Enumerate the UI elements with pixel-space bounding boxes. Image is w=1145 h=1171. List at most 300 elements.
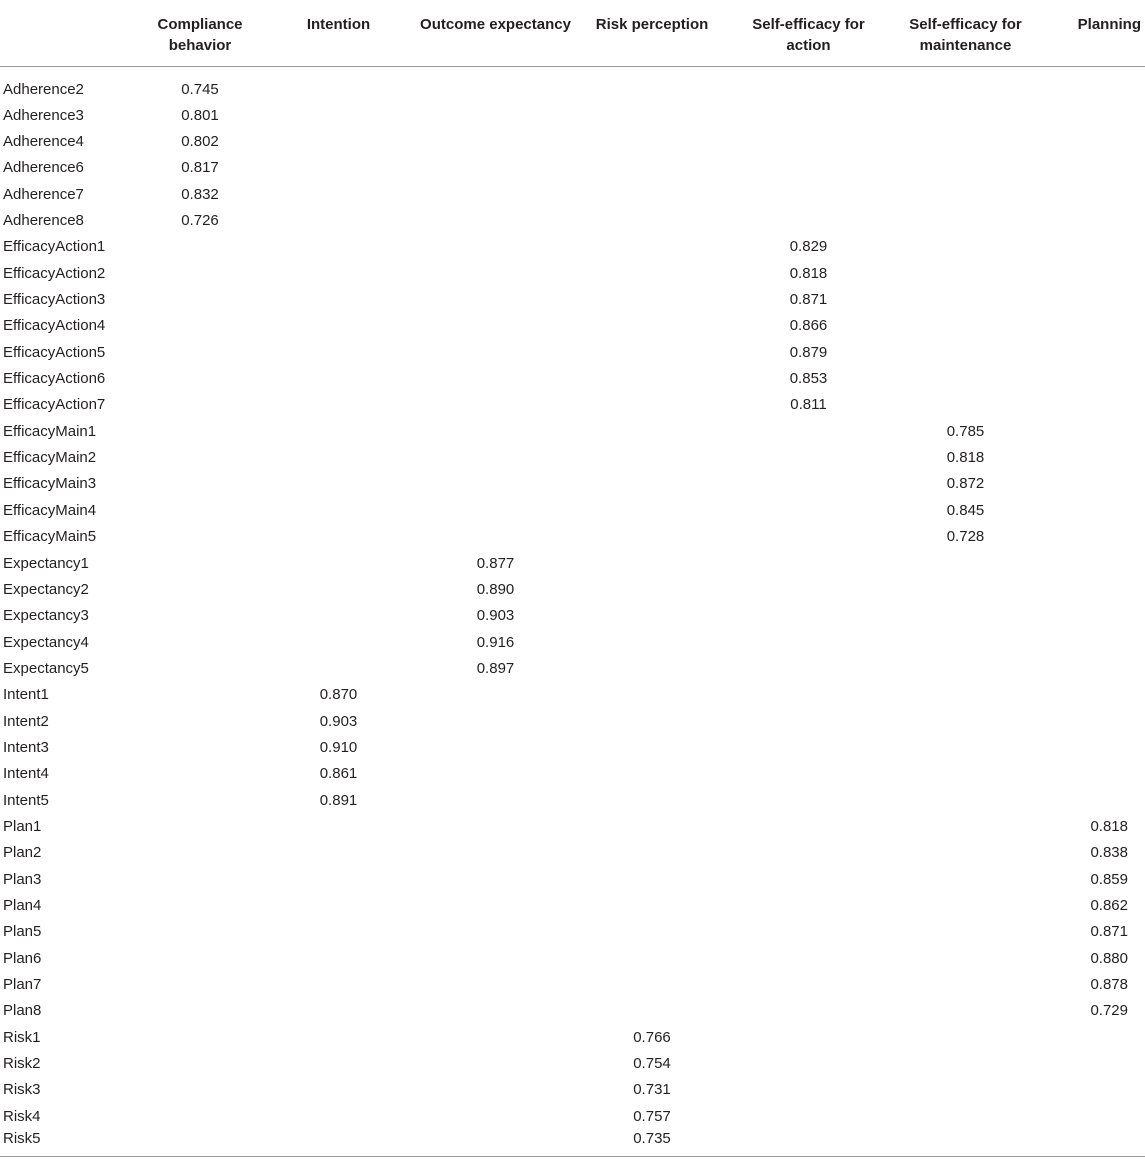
loading-cell: 0.859 — [1090, 870, 1128, 888]
row-item-label: Risk1 — [3, 1028, 41, 1046]
loading-cell — [140, 340, 260, 366]
table-row — [0, 840, 1145, 866]
loading-cell — [260, 498, 417, 524]
loading-cell — [574, 498, 730, 524]
table-row — [0, 261, 1145, 287]
loading-cell — [887, 1130, 1044, 1157]
loading-cell — [574, 840, 730, 866]
loading-cell — [260, 261, 417, 287]
loading-cell: 0.818 — [1090, 817, 1128, 835]
loading-cell: 0.818 — [789, 264, 828, 282]
loading-cell: 0.903 — [319, 712, 358, 730]
loading-cell — [1044, 682, 1145, 708]
loading-cell — [574, 787, 730, 813]
loading-cell — [887, 208, 1044, 234]
loading-cell — [1044, 498, 1145, 524]
loading-cell: 0.853 — [789, 370, 828, 388]
loading-cell — [574, 445, 730, 471]
table-row — [0, 946, 1145, 972]
loading-cell — [730, 972, 887, 998]
table-row — [0, 234, 1145, 260]
loading-cell — [417, 234, 574, 260]
loading-cell — [140, 1025, 260, 1051]
loading-cell: 0.785 — [946, 422, 985, 440]
row-item-label: Adherence7 — [3, 185, 84, 203]
loading-cell — [417, 419, 574, 445]
loading-cell — [574, 103, 730, 129]
loading-cell — [730, 946, 887, 972]
loading-cell — [417, 1025, 574, 1051]
loading-cell — [730, 208, 887, 234]
loading-cell — [417, 1130, 574, 1157]
loading-cell — [574, 814, 730, 840]
loading-cell — [1044, 708, 1145, 734]
loading-cell — [1044, 761, 1145, 787]
loading-cell — [260, 656, 417, 682]
loading-cell — [574, 708, 730, 734]
loading-cell — [417, 366, 574, 392]
loading-cell — [730, 761, 887, 787]
loading-cell — [140, 1104, 260, 1130]
loading-cell — [574, 656, 730, 682]
loading-cell — [260, 155, 417, 181]
table-row — [0, 998, 1145, 1024]
table-row — [0, 392, 1145, 418]
row-item-label: Expectancy2 — [3, 580, 89, 598]
table-row — [0, 66, 1145, 103]
loading-cell — [140, 972, 260, 998]
loading-cell — [1044, 208, 1145, 234]
loading-cell — [1044, 524, 1145, 550]
table-row — [0, 1104, 1145, 1130]
row-item-label: Intent4 — [3, 765, 49, 783]
loading-cell — [417, 392, 574, 418]
loading-cell: 0.817 — [181, 159, 219, 177]
loading-cell — [730, 735, 887, 761]
header-intention: Intention — [260, 0, 417, 66]
loading-cell: 0.861 — [319, 765, 358, 783]
row-item-label: Plan7 — [3, 976, 42, 994]
loading-cell — [574, 155, 730, 181]
loading-cell — [417, 445, 574, 471]
loading-cell — [140, 1051, 260, 1077]
loading-cell — [887, 129, 1044, 155]
loading-cell — [140, 550, 260, 576]
loading-cell: 0.728 — [946, 528, 985, 546]
table-row — [0, 524, 1145, 550]
row-item-label: Adherence8 — [3, 212, 84, 230]
loading-cell: 0.818 — [946, 449, 985, 467]
table-row — [0, 1025, 1145, 1051]
loading-cell — [1044, 1104, 1145, 1130]
loading-cell — [140, 313, 260, 339]
loading-cell — [260, 103, 417, 129]
loading-cell — [730, 708, 887, 734]
table-row — [0, 708, 1145, 734]
loading-cell — [140, 524, 260, 550]
loading-cell — [417, 946, 574, 972]
loading-cell — [260, 182, 417, 208]
loading-cell: 0.903 — [476, 607, 515, 625]
row-item-label: Plan2 — [3, 844, 42, 862]
loading-cell: 0.735 — [574, 1130, 730, 1157]
loading-cell — [1044, 287, 1145, 313]
loading-cell — [730, 419, 887, 445]
loading-cell — [1044, 656, 1145, 682]
row-item-label: Plan6 — [3, 949, 42, 967]
loading-cell — [260, 840, 417, 866]
header-item — [0, 0, 140, 66]
loading-cell — [260, 919, 417, 945]
row-item-label: Expectancy3 — [3, 607, 89, 625]
loading-cell — [260, 287, 417, 313]
table-row — [0, 366, 1145, 392]
loading-cell — [887, 340, 1044, 366]
loading-cell — [260, 129, 417, 155]
row-item-label: Expectancy1 — [3, 554, 89, 572]
loading-cell — [417, 1051, 574, 1077]
loading-cell — [417, 735, 574, 761]
table-row — [0, 866, 1145, 892]
row-item-label: Expectancy4 — [3, 633, 89, 651]
loading-cell — [417, 919, 574, 945]
loading-cell — [730, 1025, 887, 1051]
loading-cell — [730, 103, 887, 129]
loading-cell — [730, 919, 887, 945]
loading-cell — [574, 919, 730, 945]
header-compliance-behavior: Compliance behavior — [140, 0, 260, 66]
loading-cell — [260, 972, 417, 998]
row-item-label: EfficacyAction2 — [3, 264, 106, 282]
table-row — [0, 919, 1145, 945]
loading-cell — [140, 471, 260, 497]
row-item-label: Adherence4 — [3, 133, 84, 151]
row-item-label: Adherence3 — [3, 106, 84, 124]
table-row — [0, 972, 1145, 998]
loading-cell — [730, 866, 887, 892]
loading-cell — [1044, 787, 1145, 813]
loading-cell — [730, 656, 887, 682]
loading-cell — [730, 550, 887, 576]
table-row — [0, 603, 1145, 629]
loading-cell — [417, 998, 574, 1024]
loading-cell: 0.801 — [181, 106, 219, 124]
loading-cell — [260, 340, 417, 366]
loading-cell — [887, 708, 1044, 734]
table-header — [0, 0, 1145, 66]
loading-cell — [887, 392, 1044, 418]
loading-cell — [417, 129, 574, 155]
loading-cell — [1044, 1051, 1145, 1077]
table-row — [0, 340, 1145, 366]
loading-cell — [574, 866, 730, 892]
loading-cell — [140, 866, 260, 892]
loading-cell: 0.879 — [789, 343, 828, 361]
loading-cell — [1044, 129, 1145, 155]
loading-cell — [417, 313, 574, 339]
loading-cell — [887, 840, 1044, 866]
loading-cell — [1044, 66, 1145, 103]
loading-cell — [574, 366, 730, 392]
loading-cell — [730, 155, 887, 181]
loading-cell — [260, 1025, 417, 1051]
loading-cell — [417, 498, 574, 524]
loading-cell — [417, 1077, 574, 1103]
loading-cell — [730, 1104, 887, 1130]
loading-cell — [260, 1051, 417, 1077]
loading-cell — [417, 972, 574, 998]
header-self-efficacy-maintenance: Self-efficacy for maintenance — [887, 0, 1044, 66]
loading-cell — [1044, 445, 1145, 471]
loading-cell — [260, 866, 417, 892]
loading-cell — [887, 66, 1044, 103]
loading-cell — [1044, 1077, 1145, 1103]
table-body — [0, 66, 1145, 1156]
loading-cell — [260, 577, 417, 603]
loading-cell — [1044, 366, 1145, 392]
row-item-label: Intent5 — [3, 791, 49, 809]
loading-cell — [730, 998, 887, 1024]
loading-cell — [887, 1051, 1044, 1077]
table-row — [0, 761, 1145, 787]
header-self-efficacy-action: Self-efficacy for action — [730, 0, 887, 66]
loading-cell — [887, 735, 1044, 761]
loading-cell — [730, 682, 887, 708]
row-item-label: EfficacyMain1 — [3, 422, 97, 440]
loading-cell — [260, 524, 417, 550]
loading-cell — [140, 261, 260, 287]
loading-cell — [140, 1077, 260, 1103]
loading-cell — [574, 972, 730, 998]
loading-cell — [574, 208, 730, 234]
loading-cell — [417, 524, 574, 550]
table-row — [0, 103, 1145, 129]
loading-cell: 0.897 — [476, 659, 515, 677]
loading-cell — [887, 261, 1044, 287]
loading-cell — [574, 313, 730, 339]
loading-cell — [730, 840, 887, 866]
row-item-label: EfficacyMain5 — [3, 528, 97, 546]
loading-cell: 0.838 — [1090, 844, 1128, 862]
table-row — [0, 735, 1145, 761]
loading-cell — [1044, 103, 1145, 129]
loading-cell — [1044, 577, 1145, 603]
table-row — [0, 129, 1145, 155]
loading-cell — [417, 708, 574, 734]
loading-cell — [730, 524, 887, 550]
loading-cell — [260, 208, 417, 234]
loading-cell — [887, 893, 1044, 919]
row-item-label: EfficacyMain3 — [3, 475, 97, 493]
loading-cell — [730, 814, 887, 840]
loading-cell — [417, 1104, 574, 1130]
loading-cell — [574, 524, 730, 550]
loading-cell — [417, 866, 574, 892]
loading-cell: 0.870 — [319, 686, 358, 704]
table-row — [0, 1051, 1145, 1077]
loading-cell — [140, 893, 260, 919]
row-item-label: EfficacyMain4 — [3, 501, 97, 519]
loading-cell — [730, 603, 887, 629]
loading-cell — [140, 445, 260, 471]
loading-cell: 0.757 — [633, 1107, 671, 1125]
table-row — [0, 656, 1145, 682]
loading-cell — [1044, 234, 1145, 260]
loading-cell — [1044, 392, 1145, 418]
row-item-label: Intent3 — [3, 738, 49, 756]
table-row — [0, 893, 1145, 919]
row-item-label: Plan4 — [3, 896, 42, 914]
header-planning: Planning — [1044, 0, 1145, 66]
loading-cell — [887, 919, 1044, 945]
loading-cell — [887, 972, 1044, 998]
loading-cell — [260, 445, 417, 471]
loading-cell — [574, 182, 730, 208]
header-outcome-expectancy: Outcome expectancy — [417, 0, 574, 66]
loading-cell — [574, 761, 730, 787]
loading-cell: 0.916 — [476, 633, 515, 651]
loading-cell — [1044, 261, 1145, 287]
loading-cell — [887, 182, 1044, 208]
table-row — [0, 1077, 1145, 1103]
loading-cell — [1044, 313, 1145, 339]
row-item-label: EfficacyAction4 — [3, 317, 106, 335]
loading-cell — [260, 814, 417, 840]
loading-cell — [260, 234, 417, 260]
loading-cell — [417, 208, 574, 234]
loading-cell — [417, 66, 574, 103]
loading-cell — [140, 682, 260, 708]
loading-cell — [417, 182, 574, 208]
loading-cell — [260, 603, 417, 629]
loading-cell — [887, 814, 1044, 840]
loading-cell — [574, 129, 730, 155]
loading-cell — [887, 577, 1044, 603]
loading-cell — [1044, 182, 1145, 208]
loading-cell — [574, 603, 730, 629]
loading-cell — [887, 629, 1044, 655]
table-row — [0, 445, 1145, 471]
loading-cell — [574, 287, 730, 313]
loading-cell — [730, 1077, 887, 1103]
loading-cell — [140, 946, 260, 972]
loading-cell: 0.872 — [946, 475, 985, 493]
row-item-label: Risk4 — [3, 1107, 41, 1125]
row-item-label: Plan5 — [3, 923, 42, 941]
loading-cell — [417, 340, 574, 366]
loading-cell — [140, 603, 260, 629]
loading-cell — [887, 313, 1044, 339]
loading-cell — [417, 261, 574, 287]
loading-cell — [887, 1025, 1044, 1051]
loading-cell — [574, 577, 730, 603]
row-item-label: EfficacyMain2 — [3, 449, 97, 467]
loading-cell — [574, 735, 730, 761]
table-row — [0, 814, 1145, 840]
loading-cell — [1044, 471, 1145, 497]
loading-cell — [730, 629, 887, 655]
loading-cell — [140, 840, 260, 866]
loading-cell — [140, 392, 260, 418]
table-row — [0, 155, 1145, 181]
row-item-label: Risk5 — [0, 1130, 140, 1157]
loading-cell — [730, 1130, 887, 1157]
loading-cell: 0.862 — [1090, 896, 1128, 914]
loading-cell — [417, 761, 574, 787]
loading-cell — [574, 629, 730, 655]
loading-cell — [730, 498, 887, 524]
loading-cell — [417, 287, 574, 313]
loading-cell — [140, 814, 260, 840]
row-item-label: EfficacyAction6 — [3, 370, 106, 388]
loading-cell — [887, 603, 1044, 629]
loading-cell — [574, 392, 730, 418]
loading-cell — [887, 155, 1044, 181]
row-item-label: EfficacyAction3 — [3, 291, 106, 309]
loading-cell — [887, 866, 1044, 892]
loading-cell — [730, 1051, 887, 1077]
loading-cell: 0.871 — [1090, 923, 1128, 941]
loading-cell — [417, 155, 574, 181]
loading-cell — [730, 471, 887, 497]
loading-cell: 0.729 — [1090, 1002, 1128, 1020]
table-row — [0, 550, 1145, 576]
loading-cell — [140, 366, 260, 392]
loading-cell — [140, 419, 260, 445]
loading-cell — [730, 893, 887, 919]
loading-cell: 0.802 — [181, 133, 219, 151]
loading-cell: 0.754 — [633, 1055, 671, 1073]
loading-cell — [1044, 629, 1145, 655]
loading-cell — [260, 471, 417, 497]
loading-cell: 0.891 — [319, 791, 358, 809]
row-item-label: Adherence2 — [3, 80, 84, 98]
loading-cell — [417, 682, 574, 708]
loading-cell — [140, 735, 260, 761]
loading-cell: 0.726 — [181, 212, 219, 230]
table-row — [0, 629, 1145, 655]
row-item-label: EfficacyAction1 — [3, 238, 106, 256]
loading-cell: 0.866 — [789, 317, 828, 335]
loading-cell — [140, 787, 260, 813]
loading-cell — [140, 919, 260, 945]
loading-cell — [260, 1077, 417, 1103]
loading-cell — [140, 234, 260, 260]
loading-cell — [887, 998, 1044, 1024]
loading-cell — [887, 287, 1044, 313]
loading-cell — [574, 66, 730, 103]
loading-cell — [140, 708, 260, 734]
loading-cell — [730, 182, 887, 208]
loading-cell — [574, 340, 730, 366]
loading-cell — [574, 234, 730, 260]
loading-cell — [574, 550, 730, 576]
table-row — [0, 471, 1145, 497]
loading-cell — [260, 66, 417, 103]
loading-cell: 0.766 — [633, 1028, 671, 1046]
loading-cell — [417, 471, 574, 497]
loading-cell — [417, 814, 574, 840]
loading-cell: 0.829 — [789, 238, 828, 256]
loading-cell — [887, 656, 1044, 682]
table-row — [0, 287, 1145, 313]
table-row — [0, 787, 1145, 813]
loading-cell — [260, 1130, 417, 1157]
loading-cell — [887, 366, 1044, 392]
loading-cell — [887, 234, 1044, 260]
loading-cell — [730, 66, 887, 103]
loading-cell — [1044, 603, 1145, 629]
